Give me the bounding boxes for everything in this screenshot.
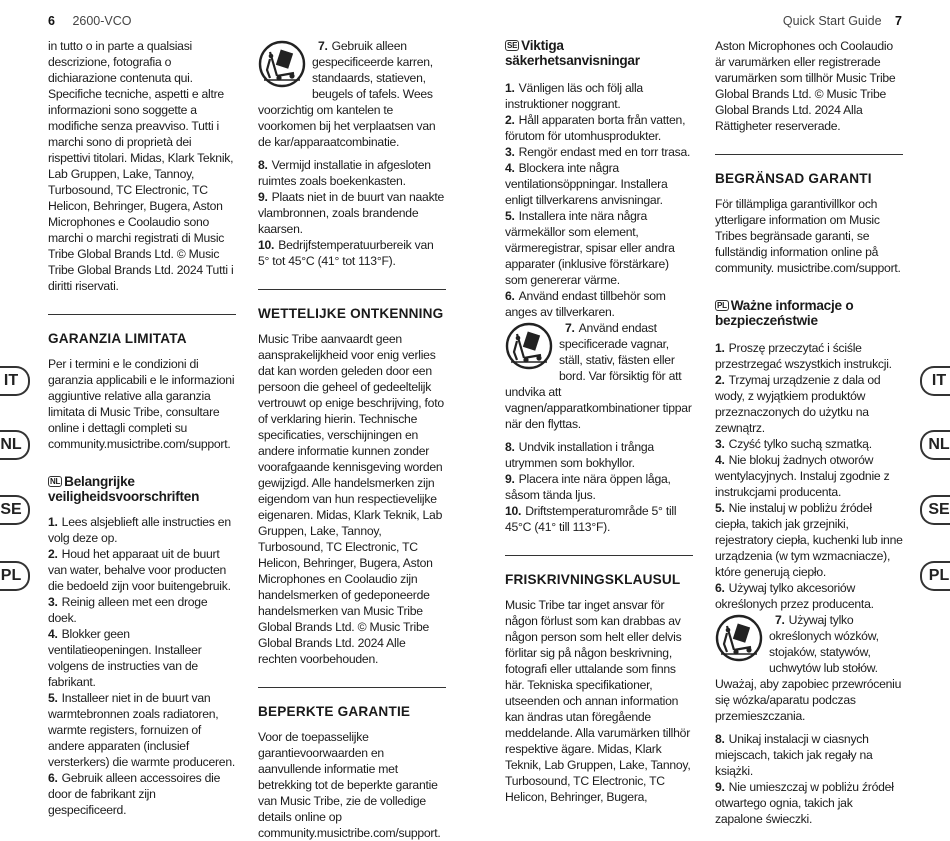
item-number: 4.	[48, 627, 58, 641]
list-item	[715, 340, 903, 372]
item-number: 2.	[505, 113, 515, 127]
list-item	[505, 288, 693, 320]
item-number: 7.	[318, 39, 328, 53]
divider	[48, 314, 236, 315]
item-text: Używaj tylko akcesoriów określonych przez producenta.	[715, 581, 874, 611]
item-number: 4.	[715, 453, 725, 467]
tab-se-left[interactable]: SE	[0, 495, 30, 525]
cart-tip-warning-icon	[715, 614, 763, 662]
item-number: 5.	[48, 691, 58, 705]
it-disclaimer-continued: in tutto o in parte a qualsiasi descrizione, fotografia o dichiarazione contenuta qui. Specifiche tecniche, aspetti e altre informazioni sono soggette a modifiche senza preavviso. Tutti i marchi sono di proprietà dei rispettivi titolari. Midas, Klark Teknik, Lab Gruppen, Lake, Tannoy, Turbosound, TC Electronic, TC Helicon, Behringer, Bugera, Aston Microphones e Coolaudio sono marchi o marchi registrati di Music Tribe Global Brands Ltd. © Music Tribe Global Brands Ltd. 2024 Tutti i diritti riservati.	[48, 39, 234, 293]
list-item	[505, 471, 693, 503]
pl-safety-heading	[715, 298, 903, 328]
list-item	[48, 514, 236, 546]
item-number: 8.	[258, 158, 268, 172]
item-number: 3.	[48, 595, 58, 609]
list-item	[505, 144, 693, 160]
list-item	[48, 546, 236, 594]
item-number: 7.	[775, 613, 785, 627]
se-disclaimer-heading: FRISKRIVNINGSKLAUSUL	[505, 572, 681, 587]
right-page-header	[783, 14, 902, 28]
list-item	[48, 690, 236, 770]
item-number: 4.	[505, 161, 515, 175]
se-safety-heading	[505, 38, 693, 68]
pl-safety-title: Ważne informacje o bezpieczeństwie	[715, 298, 854, 328]
list-item	[715, 731, 903, 779]
item-text: Nie umieszczaj w pobliżu źródeł otwartego ognia, takich jak zapalone świeczki.	[715, 780, 894, 826]
list-item	[505, 160, 693, 208]
item-number: 10.	[258, 238, 275, 252]
item-number: 2.	[48, 547, 58, 561]
item-text: Placera inte nära öppen låga, såsom tända ljus.	[505, 472, 671, 502]
item-text: Gebruik alleen gespecificeerde karren, standaards, statieven, beugels of tafels. Wees voorzichtig om kantelen te voorkomen bij het verplaatsen van de kar/apparaatcombinatie.	[258, 39, 436, 149]
item-number: 5.	[505, 209, 515, 223]
list-item	[715, 580, 903, 612]
left-page-header	[48, 14, 132, 28]
list-item	[715, 779, 903, 827]
list-item	[48, 626, 236, 690]
item-text: Nie blokuj żadnych otworów wentylacyjnych. Instaluj zgodnie z instrukcjami producenta.	[715, 453, 890, 499]
item-number: 1.	[48, 515, 58, 529]
item-number: 9.	[715, 780, 725, 794]
list-item	[505, 208, 693, 288]
list-item	[258, 38, 446, 150]
list-item	[258, 157, 446, 189]
item-number: 10.	[505, 504, 522, 518]
se-safety-title: Viktiga säkerhetsanvisningar	[505, 38, 640, 68]
item-number: 8.	[715, 732, 725, 746]
item-text: Rengör endast med en torr trasa.	[518, 145, 691, 159]
tab-pl-right[interactable]: PL	[920, 561, 950, 591]
item-text: Använd endast tillbehör som anges av tillverkaren.	[505, 289, 666, 319]
list-item	[715, 612, 903, 724]
it-warranty-text: Per i termini e le condizioni di garanzia applicabili e le informazioni aggiuntive relative alla garanzia limitata di Music Tribe, consultare online i dettagli completi su community.musictribe.com/support.	[48, 357, 235, 451]
list-item	[715, 372, 903, 436]
tab-it-left[interactable]: IT	[0, 366, 30, 396]
item-text: Driftstemperaturområde 5° till 45°C (41° till 113°F).	[505, 504, 677, 534]
item-text: Używaj tylko określonych wózków, stojaków, statywów, uchwytów lub stołów. Uważaj, aby zapobiec przewróceniu się wózka/aparatu podczas przemieszczania.	[715, 613, 902, 723]
tab-nl-left[interactable]: NL	[0, 430, 30, 460]
it-warranty-heading: GARANZIA LIMITATA	[48, 331, 187, 346]
nl-disclaimer-heading: WETTELIJKE ONTKENNING	[258, 306, 444, 321]
item-number: 6.	[48, 771, 58, 785]
item-text: Czyść tylko suchą szmatką.	[728, 437, 872, 451]
item-text: Undvik installation i trånga utrymmen som bokhyllor.	[505, 440, 654, 470]
item-text: Blockera inte några ventilationsöppningar. Installera enligt tillverkarens anvisningar.	[505, 161, 668, 207]
list-item	[48, 770, 236, 818]
left-product-title: 2600-VCO	[72, 14, 132, 28]
item-text: Gebruik alleen accessoires die door de fabrikant zijn gespecificeerd.	[48, 771, 221, 817]
item-text: Trzymaj urządzenie z dala od wody, z wyjątkiem produktów przeznaczonych do użytku na zewnątrz.	[715, 373, 881, 435]
tab-nl-right[interactable]: NL	[920, 430, 950, 460]
item-number: 6.	[715, 581, 725, 595]
item-number: 1.	[715, 341, 725, 355]
se-warranty-text: För tillämpliga garantivillkor och ytterligare information om Music Tribes begränsade garanti, se fullständig information online på community. musictribe.com/support.	[715, 197, 901, 275]
list-item	[505, 439, 693, 471]
column-1	[48, 38, 236, 818]
list-item	[258, 237, 446, 269]
nl-safety-title: Belangrijke veiligheidsvoorschriften	[48, 474, 200, 504]
item-number: 9.	[505, 472, 515, 486]
nl-language-badge: NL	[50, 477, 61, 486]
item-text: Lees alsjeblieft alle instructies en volg deze op.	[48, 515, 231, 545]
item-text: Håll apparaten borta från vatten, förutom för utomhusprodukter.	[505, 113, 686, 143]
list-item	[505, 320, 693, 432]
list-item	[258, 189, 446, 237]
se-disclaimer-text: Music Tribe tar inget ansvar för någon förlust som kan drabbas av någon person som helt eller delvis förlitar sig på någon beskrivning, fotografi eller uttalande som finns här. Tekniska specifikationer, utseenden och annan information kan ändras utan föregående meddelande. Alla varumärken tillhör respektive ägare. Midas, Klark Teknik, Lab Gruppen, Lake, Tannoy, Turbosound, TC Electronic, TC Helicon, Behringer, Bugera,	[505, 598, 691, 804]
item-number: 2.	[715, 373, 725, 387]
item-number: 5.	[715, 501, 725, 515]
item-text: Installeer niet in de buurt van warmtebronnen zoals radiatoren, warmte registers, fornuizen of andere apparaten (inclusief versterkers) die warmte produceren.	[48, 691, 235, 769]
item-number: 3.	[715, 437, 725, 451]
right-guide-title: Quick Start Guide	[782, 14, 882, 28]
nl-warranty-text: Voor de toepasselijke garantievoorwaarden en aanvullende informatie met betrekking tot de beperkte garantie van Music Tribe, zie de volledige details online op community.musictribe.com/support.	[258, 730, 441, 840]
nl-warranty-heading: BEPERKTE GARANTIE	[258, 704, 411, 719]
item-text: Plaats niet in de buurt van naakte vlambronnen, zoals brandende kaarsen.	[258, 190, 445, 236]
list-item	[48, 594, 236, 626]
item-number: 8.	[505, 440, 515, 454]
item-text: Blokker geen ventilatieopeningen. Installeer volgens de instructies van de fabrikant.	[48, 627, 202, 689]
item-number: 7.	[565, 321, 575, 335]
se-language-badge: SE	[507, 41, 518, 50]
tab-pl-left[interactable]: PL	[0, 561, 30, 591]
item-text: Reinig alleen met een droge doek.	[48, 595, 208, 625]
se-warranty-heading: BEGRÄNSAD GARANTI	[715, 171, 872, 186]
item-number: 1.	[505, 81, 515, 95]
left-page-number: 6	[48, 14, 55, 28]
column-2	[258, 38, 446, 841]
divider	[258, 687, 446, 688]
item-text: Proszę przeczytać i ściśle przestrzegać wszystkich instrukcji.	[715, 341, 892, 371]
list-item	[715, 452, 903, 500]
list-item	[505, 112, 693, 144]
list-item	[505, 80, 693, 112]
item-text: Använd endast specificerade vagnar, ställ, stativ, fästen eller bord. Var försiktig för att undvika att vagnen/apparatkombinationer tippar när den flyttas.	[505, 321, 692, 431]
item-text: Installera inte nära några värmekällor som element, värmeregistrar, spisar eller andra apparater (inklusive förstärkare) som genererar värme.	[505, 209, 675, 287]
column-3	[505, 38, 693, 805]
item-text: Nie instaluj w pobliżu źródeł ciepła, takich jak grzejniki, rejestratory ciepła, kuchenki lub inne urządzenia (w tym wzmacniacze), które generują ciepło.	[715, 501, 903, 579]
se-disclaimer-continued: Aston Microphones och Coolaudio är varumärken eller registrerade varumärken som tillhör Music Tribe Global Brands Ltd. © Music Tribe Global Brands Ltd. 2024 Alla Rättigheter reserverade.	[715, 39, 896, 133]
tab-it-right[interactable]: IT	[920, 366, 950, 396]
divider	[715, 154, 903, 155]
list-item	[505, 503, 693, 535]
column-4	[715, 38, 903, 827]
pl-language-badge: PL	[717, 301, 727, 310]
item-number: 9.	[258, 190, 268, 204]
item-text: Vänligen läs och följ alla instruktioner noggrant.	[505, 81, 643, 111]
item-text: Bedrijfstemperatuurbereik van 5° tot 45°C (41° tot 113°F).	[258, 238, 434, 268]
nl-disclaimer-text: Music Tribe aanvaardt geen aansprakelijkheid voor enig verlies dat kan worden geleden door een persoon die geheel of gedeeltelijk vertrouwt op enige beschrijving, foto of verklaring hierin. Technische specificaties, verschijningen en andere informatie kunnen zonder voorafgaande kennisgeving worden gewijzigd. Alle handelsmerken zijn eigendom van hun respectievelijke eigenaren. Midas, Klark Teknik, Lab Gruppen, Lake, Tannoy, Turbosound, TC Electronic, TC Helicon, Behringer, Bugera, Aston Microphones en Coolaudio zijn handelsmerken of gedeponeerde handelsmerken van Music Tribe Global Brands Ltd. © Music Tribe Global Brands Ltd. 2024 Alle rechten voorbehouden.	[258, 332, 444, 666]
item-number: 6.	[505, 289, 515, 303]
item-text: Houd het apparaat uit de buurt van water, behalve voor producten die bedoeld zijn voor buitengebruik.	[48, 547, 231, 593]
list-item	[715, 436, 903, 452]
cart-tip-warning-icon	[258, 40, 306, 88]
item-text: Unikaj instalacji w ciasnych miejscach, takich jak regały na książki.	[715, 732, 873, 778]
right-page-number: 7	[895, 14, 902, 28]
item-number: 3.	[505, 145, 515, 159]
cart-tip-warning-icon	[505, 322, 553, 370]
tab-se-right[interactable]: SE	[920, 495, 950, 525]
item-text: Vermijd installatie in afgesloten ruimtes zoals boekenkasten.	[258, 158, 431, 188]
divider	[258, 289, 446, 290]
list-item	[715, 500, 903, 580]
nl-safety-heading	[48, 474, 236, 504]
divider	[505, 555, 693, 556]
